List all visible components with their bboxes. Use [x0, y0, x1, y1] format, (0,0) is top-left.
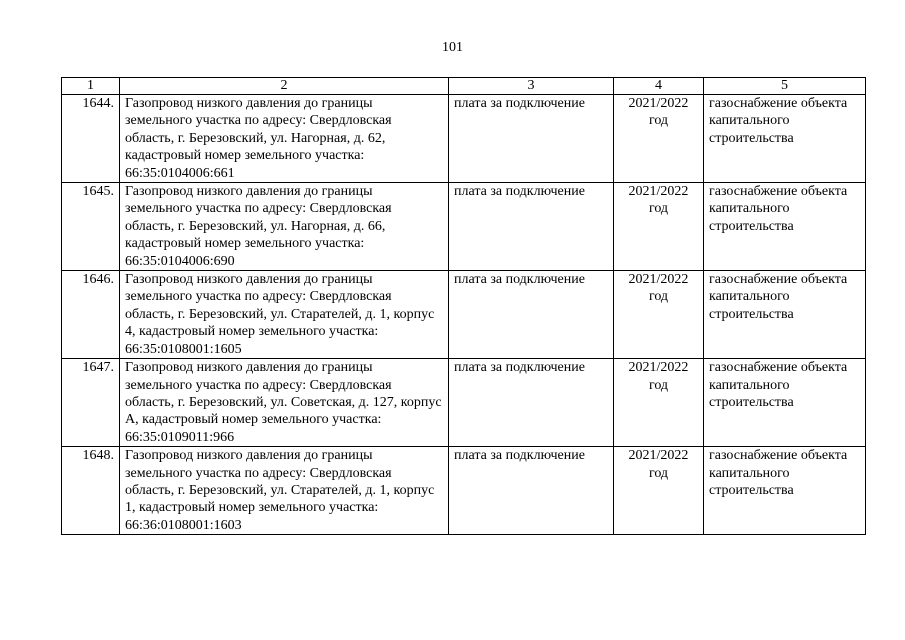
description-cell: Газопровод низкого давления до границы земельного участка по адресу: Свердловская область, г. Березовский, ул. Старателей, д. 1, корпус 4, кадастровый номер земельного участка: 66:35:0108001:1605 — [120, 271, 449, 359]
fee-type-cell: плата за подключение — [449, 95, 614, 183]
row-number-cell: 1644. — [62, 95, 120, 183]
column-header: 5 — [704, 78, 866, 95]
year-cell: 2021/2022 год — [614, 447, 704, 535]
fee-type-cell: плата за подключение — [449, 447, 614, 535]
purpose-cell: газоснабжение объекта капитального строительства — [704, 271, 866, 359]
table-row — [62, 271, 866, 359]
purpose-cell: газоснабжение объекта капитального строительства — [704, 359, 866, 447]
page-number: 101 — [442, 40, 463, 55]
column-header: 1 — [62, 78, 120, 95]
table-row — [62, 95, 866, 183]
fee-type-cell: плата за подключение — [449, 359, 614, 447]
table-row — [62, 447, 866, 535]
purpose-cell: газоснабжение объекта капитального строительства — [704, 95, 866, 183]
description-cell: Газопровод низкого давления до границы земельного участка по адресу: Свердловская область, г. Березовский, ул. Советская, д. 127, корпус А, кадастровый номер земельного участка: 66:35:0109011:966 — [120, 359, 449, 447]
description-cell: Газопровод низкого давления до границы земельного участка по адресу: Свердловская область, г. Березовский, ул. Старателей, д. 1, корпус 1, кадастровый номер земельного участка: 66:36:0108001:1603 — [120, 447, 449, 535]
column-header: 2 — [120, 78, 449, 95]
row-number-cell: 1648. — [62, 447, 120, 535]
purpose-cell: газоснабжение объекта капитального строительства — [704, 447, 866, 535]
data-table — [61, 77, 866, 535]
purpose-cell: газоснабжение объекта капитального строительства — [704, 183, 866, 271]
year-cell: 2021/2022 год — [614, 359, 704, 447]
table-header-row — [62, 78, 866, 95]
table-row — [62, 183, 866, 271]
row-number-cell: 1647. — [62, 359, 120, 447]
column-header: 3 — [449, 78, 614, 95]
description-cell: Газопровод низкого давления до границы земельного участка по адресу: Свердловская область, г. Березовский, ул. Нагорная, д. 66, кадастровый номер земельного участка: 66:35:0104006:690 — [120, 183, 449, 271]
fee-type-cell: плата за подключение — [449, 271, 614, 359]
row-number-cell: 1645. — [62, 183, 120, 271]
description-cell: Газопровод низкого давления до границы земельного участка по адресу: Свердловская область, г. Березовский, ул. Нагорная, д. 62, кадастровый номер земельного участка: 66:35:0104006:661 — [120, 95, 449, 183]
fee-type-cell: плата за подключение — [449, 183, 614, 271]
column-header: 4 — [614, 78, 704, 95]
table-row — [62, 359, 866, 447]
row-number-cell: 1646. — [62, 271, 120, 359]
year-cell: 2021/2022 год — [614, 95, 704, 183]
year-cell: 2021/2022 год — [614, 183, 704, 271]
year-cell: 2021/2022 год — [614, 271, 704, 359]
